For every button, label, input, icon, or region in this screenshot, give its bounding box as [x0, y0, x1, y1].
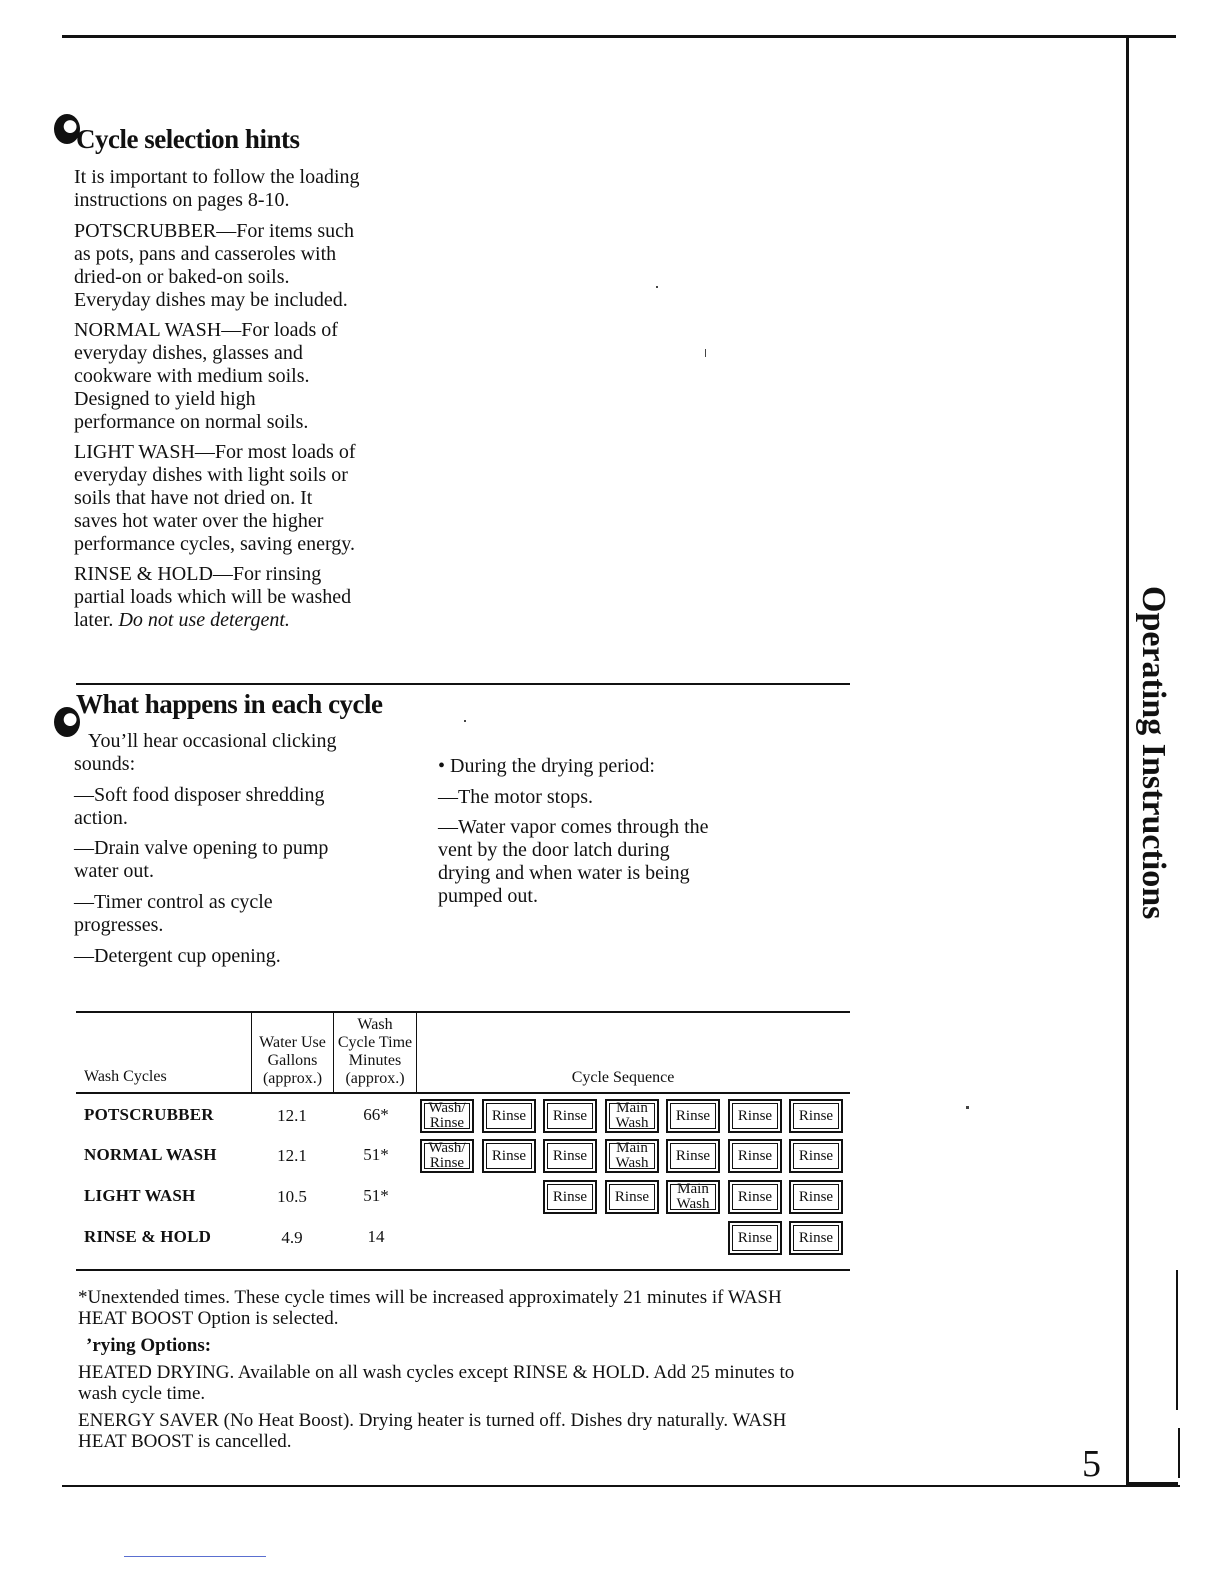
hint-paragraph — [74, 441, 414, 556]
side-section-title: Operating Instructions — [1135, 586, 1172, 920]
scan-speck — [966, 1106, 969, 1109]
text-line: soils that have not dried on. It — [74, 487, 313, 509]
sequence-step — [420, 1099, 474, 1133]
section-divider — [76, 683, 850, 685]
sequence-step: Rinse — [728, 1139, 782, 1173]
text-line: drying and when water is being — [438, 862, 690, 884]
drying-options-heading: ’rying Options: — [86, 1335, 212, 1356]
text-line: performance cycles, saving energy. — [74, 533, 355, 555]
rinse-hold-last-word: later. — [74, 609, 119, 631]
text-line: everyday dishes with light soils or — [74, 464, 348, 486]
sequence-step: Rinse — [666, 1139, 720, 1173]
top-rule — [62, 35, 1176, 38]
row-cycle-name: NORMAL WASH — [84, 1145, 217, 1164]
row-gallons: 12.1 — [277, 1106, 307, 1125]
text-line: —The motor stops. — [438, 786, 593, 808]
step-line: Wash/ — [428, 1140, 466, 1156]
hint-paragraph-rinse-hold — [74, 563, 414, 632]
table-header-rule — [76, 1092, 850, 1094]
row-minutes: 66* — [363, 1105, 389, 1124]
text-line: HEAT BOOST is cancelled. — [78, 1431, 292, 1452]
text-line — [74, 609, 414, 632]
step-line: Main — [677, 1181, 709, 1197]
drying-period-item — [438, 786, 841, 809]
bottom-rule — [62, 1485, 1180, 1487]
sequence-step — [420, 1139, 474, 1173]
clicking-sound-item — [74, 784, 427, 830]
text-line: Gallons — [267, 1052, 318, 1069]
row-cycle-name: POTSCRUBBER — [84, 1105, 214, 1124]
sequence-step: Rinse — [789, 1221, 843, 1255]
sequence-step: Rinse — [728, 1221, 782, 1255]
clicking-sound-item — [74, 837, 427, 883]
sequence-step: Rinse — [482, 1139, 536, 1173]
text-line: progresses. — [74, 914, 164, 936]
text-line: HEATED DRYING. Available on all wash cycles except RINSE & HOLD. Add 25 minutes to — [78, 1362, 795, 1383]
unextended-times-note — [78, 1287, 848, 1329]
page-number-rule — [1126, 1482, 1178, 1486]
step-line: Wash — [615, 1155, 649, 1171]
what-happens-heading: What happens in each cycle — [76, 689, 383, 719]
text-line: *Unextended times. These cycle times will be increased approximately 21 minutes if WASH — [78, 1287, 782, 1308]
row-cycle-name: LIGHT WASH — [84, 1186, 196, 1205]
text-line: You’ll hear occasional clicking — [88, 730, 337, 752]
side-tick — [1178, 1428, 1180, 1478]
row-minutes: 51* — [363, 1145, 389, 1164]
text-line: vent by the door latch during — [438, 839, 670, 861]
sequence-step: Rinse — [728, 1099, 782, 1133]
row-minutes: 51* — [363, 1186, 389, 1205]
table-bottom-rule — [76, 1269, 850, 1271]
sequence-step: Rinse — [789, 1099, 843, 1133]
drying-period-item — [438, 816, 841, 908]
sequence-step: Rinse — [728, 1180, 782, 1214]
text-line: instructions on pages 8-10. — [74, 189, 290, 211]
clicking-sound-item — [74, 891, 427, 937]
text-line: water out. — [74, 860, 154, 882]
drying-period-heading: • During the drying period: — [438, 755, 655, 777]
text-line: ENERGY SAVER (No Heat Boost). Drying heater is turned off. Dishes dry naturally. WASH — [78, 1410, 787, 1431]
header-cycle-time — [334, 1016, 416, 1088]
sequence-step — [605, 1139, 659, 1173]
text-line: sounds: — [74, 753, 136, 775]
hint-paragraph — [74, 220, 414, 312]
text-line: performance on normal soils. — [74, 411, 309, 433]
row-minutes: 14 — [367, 1227, 385, 1246]
row-gallons: 4.9 — [281, 1228, 303, 1247]
page-number: 5 — [1082, 1443, 1101, 1485]
text-line: Minutes — [348, 1052, 402, 1069]
step-line: Wash — [615, 1115, 649, 1131]
hint-paragraph — [74, 166, 414, 212]
text-line: —Drain valve opening to pump — [74, 837, 329, 859]
energy-saver-note — [78, 1410, 848, 1452]
text-line: wash cycle time. — [78, 1383, 206, 1404]
row-gallons: 12.1 — [277, 1146, 307, 1165]
text-line: partial loads which will be washed — [74, 586, 352, 608]
text-line: Designed to yield high — [74, 388, 256, 410]
sequence-step: Rinse — [543, 1139, 597, 1173]
hint-paragraph — [74, 319, 414, 434]
footer-underline — [124, 1556, 266, 1557]
scan-speck — [656, 286, 658, 288]
sequence-step: Rinse — [789, 1139, 843, 1173]
text-line: POTSCRUBBER—For items such — [74, 220, 355, 242]
step-line: Wash/ — [428, 1100, 466, 1116]
text-line: as pots, pans and casseroles with — [74, 243, 337, 265]
row-cycle-name: RINSE & HOLD — [84, 1227, 212, 1246]
header-wash-cycles: Wash Cycles — [84, 1068, 167, 1085]
step-line: Wash — [676, 1196, 710, 1212]
sequence-step: Rinse — [482, 1099, 536, 1133]
header-water-use — [252, 1034, 333, 1088]
scan-speck — [705, 349, 706, 357]
clicking-intro — [74, 730, 404, 776]
step-line: Rinse — [429, 1155, 465, 1171]
step-line: Main — [616, 1100, 648, 1116]
sequence-step: Rinse — [543, 1099, 597, 1133]
sequence-step: Rinse — [605, 1180, 659, 1214]
header-cycle-sequence: Cycle Sequence — [571, 1069, 675, 1086]
text-line: action. — [74, 807, 128, 829]
text-line: LIGHT WASH—For most loads of — [74, 441, 356, 463]
sequence-step: Rinse — [789, 1180, 843, 1214]
text-line: RINSE & HOLD—For rinsing — [74, 563, 322, 585]
text-line: everyday dishes, glasses and — [74, 342, 303, 364]
text-line: HEAT BOOST Option is selected. — [78, 1308, 339, 1329]
text-line: (approx.) — [345, 1070, 405, 1087]
text-line: Cycle Time — [337, 1034, 413, 1051]
scan-speck — [464, 720, 466, 722]
text-line: dried-on or baked-on soils. — [74, 266, 290, 288]
detergent-warning: Do not use detergent. — [118, 609, 290, 631]
text-line: —Timer control as cycle — [74, 891, 273, 913]
step-line: Main — [616, 1140, 648, 1156]
sequence-step: Rinse — [543, 1180, 597, 1214]
table-top-rule — [76, 1011, 850, 1013]
step-line: Rinse — [429, 1115, 465, 1131]
text-line: —Detergent cup opening. — [74, 945, 281, 967]
text-line: cookware with medium soils. — [74, 365, 310, 387]
text-line: (approx.) — [262, 1070, 323, 1087]
text-line: NORMAL WASH—For loads of — [74, 319, 338, 341]
row-gallons: 10.5 — [277, 1187, 307, 1206]
text-line: saves hot water over the higher — [74, 510, 324, 532]
text-line: pumped out. — [438, 885, 538, 907]
sequence-step: Rinse — [666, 1099, 720, 1133]
text-line: —Soft food disposer shredding — [74, 784, 325, 806]
heated-drying-note — [78, 1362, 848, 1404]
side-tick — [1176, 1270, 1178, 1410]
text-line: It is important to follow the loading — [74, 166, 360, 188]
text-line: Everyday dishes may be included. — [74, 289, 348, 311]
cycle-selection-heading: Cycle selection hints — [76, 124, 300, 154]
sequence-step — [605, 1099, 659, 1133]
text-line: Wash — [357, 1016, 393, 1033]
clicking-sound-item — [74, 945, 427, 968]
sequence-step — [666, 1180, 720, 1214]
text-line: Water Use — [259, 1034, 326, 1051]
text-line: —Water vapor comes through the — [438, 816, 709, 838]
